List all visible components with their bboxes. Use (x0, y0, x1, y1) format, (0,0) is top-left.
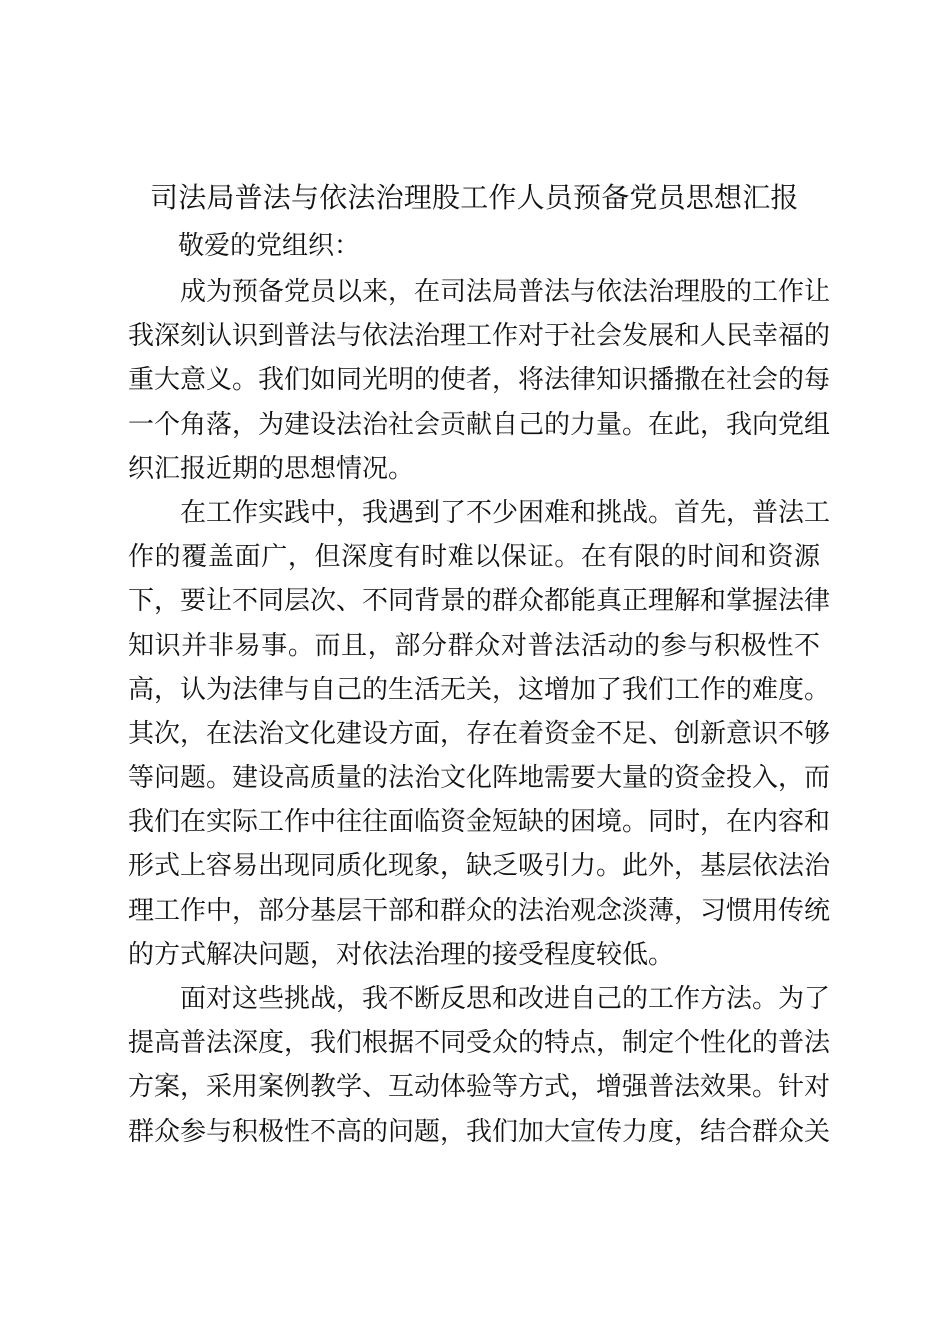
text-line: 高，认为法律与自己的生活无关，这增加了我们工作的难度。 (128, 674, 831, 705)
text-line: 其次，在法治文化建设方面，存在着资金不足、创新意识不够 (128, 718, 831, 749)
text-line: 我深刻认识到普法与依法治理工作对于社会发展和人民幸福的 (128, 321, 831, 352)
text-line: 一个角落，为建设法治社会贡献自己的力量。在此，我向党组 (128, 409, 831, 440)
text-line: 知识并非易事。而且，部分群众对普法活动的参与积极性不 (128, 630, 820, 661)
text-line: 群众参与积极性不高的问题，我们加大宣传力度，结合群众关 (128, 1116, 831, 1147)
text-line: 重大意义。我们如同光明的使者，将法律知识播撒在社会的每 (128, 365, 831, 396)
document-body (128, 270, 831, 1154)
text-line: 织汇报近期的思想情况。 (128, 453, 415, 484)
text-line: 等问题。建设高质量的法治文化阵地需要大量的资金投入，而 (128, 763, 831, 794)
text-line: 面对这些挑战，我不断反思和改进自己的工作方法。为了 (180, 984, 831, 1014)
text-line: 成为预备党员以来，在司法局普法与依法治理股的工作让 (180, 277, 831, 307)
paragraph (128, 977, 831, 1154)
text-line: 方案，采用案例教学、互动体验等方式，增强普法效果。针对 (128, 1072, 831, 1103)
text-line: 作的覆盖面广，但深度有时难以保证。在有限的时间和资源 (128, 542, 820, 573)
text-line: 提高普法深度，我们根据不同受众的特点，制定个性化的普法 (128, 1028, 831, 1059)
paragraph (128, 491, 831, 977)
text-line: 理工作中，部分基层干部和群众的法治观念淡薄，习惯用传统 (128, 895, 831, 926)
salutation: 敬爱的党组织： (178, 231, 361, 261)
text-line: 形式上容易出现同质化现象，缺乏吸引力。此外，基层依法治 (128, 851, 831, 882)
text-line: 的方式解决问题，对依法治理的接受程度较低。 (128, 939, 675, 970)
paragraph (128, 270, 831, 491)
text-line: 下，要让不同层次、不同背景的群众都能真正理解和掌握法律 (128, 586, 831, 617)
document-title: 司法局普法与依法治理股工作人员预备党员思想汇报 (150, 181, 799, 214)
text-line: 我们在实际工作中往往面临资金短缺的困境。同时，在内容和 (128, 807, 831, 838)
text-line: 在工作实践中，我遇到了不少困难和挑战。首先，普法工 (180, 497, 831, 528)
